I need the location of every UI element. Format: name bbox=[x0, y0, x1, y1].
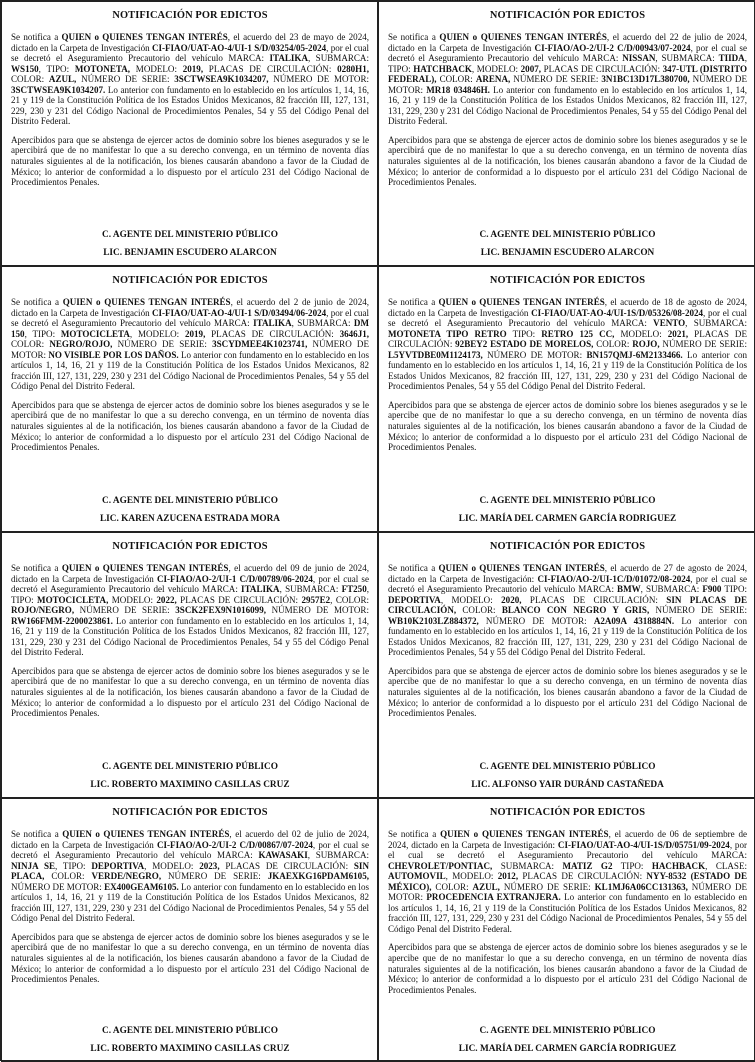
notice-text: Se notifica a bbox=[11, 32, 62, 42]
notice-field-value: CI-FIAO/UAT-AO-4/UI-1S/D/05751/09-2024 bbox=[557, 839, 730, 850]
notice-body bbox=[11, 297, 369, 392]
notice-field-value: 2021, bbox=[667, 328, 689, 339]
notice-field-value: BN157QMJ-6M2133466. bbox=[586, 349, 683, 360]
notice-text: Lo anterior con fundamento en lo establecido en los artículos 1, 14, 16, 21 y 119 de la Constitución Política de los Estados Unidos Mexicanos, 82 fracción III, 127, 131, 229, 230 y 231 del Código Nacional de Procedimientos Penales, 54 y 55 del Código Penal del Distrito Federal. bbox=[11, 615, 369, 658]
notice-text: PLACAS DE CIRCULACIÓN: bbox=[205, 328, 340, 339]
notice-warning: Apercibidos para que se abstenga de ejercer actos de dominio sobre los bienes asegurados y se le apercibirá que de no manifestar lo que a su derecho convenga, en un término de noventa días naturales siguientes al de la notificación, los bienes causarán abandono a favor de la Ciudad de México; lo anterior de conformidad a lo dispuesto por el artículo 231 del Código Nacional de Procedimientos Penales. bbox=[11, 134, 369, 188]
notice-field-value: 2019, bbox=[182, 63, 204, 74]
notice-field-value: F900 bbox=[702, 584, 722, 595]
agent-title: C. AGENTE DEL MINISTERIO PÚBLICO bbox=[102, 496, 278, 506]
agent-name: LIC. KAREN AZUCENA ESTRADA MORA bbox=[99, 514, 281, 524]
notice-field-value: QUIEN o QUIENES TENGAN INTERÉS bbox=[438, 563, 605, 573]
notice-text: Lo anterior con fundamento en lo establecido en los artículos 1, 14, 16, 21 y 119 de la Constitución Política de los Estados Unidos Mexicanos, 82 fracción III, 127, 131, 229, 230 y 231 del Código Nacional de Procedimientos Penales, 54 y 55 del Código Penal del Distrito Federal. bbox=[388, 892, 748, 934]
notice-text: NÚMERO DE MOTOR: bbox=[482, 349, 587, 360]
notice-title: NOTIFICACIÓN POR EDICTOS bbox=[489, 807, 646, 818]
notice-field-value: 347-UTL (DISTRITO FEDERAL), bbox=[388, 63, 747, 85]
notice-text: , MODELO: bbox=[129, 328, 185, 339]
notice-text: COLOR: bbox=[456, 605, 502, 616]
notice-text: NÚMERO DE SERIE: bbox=[659, 339, 747, 350]
notice-text: , TIPO: bbox=[11, 584, 369, 605]
notice-text: Se notifica a bbox=[11, 563, 62, 573]
notice-field-value: QUIEN o QUIENES TENGAN INTERÉS bbox=[62, 829, 230, 839]
notice-field-value: CI-FIAO/AO-2/UI-1C/D/01072/08-2024 bbox=[537, 573, 691, 584]
notice-field-value: TIIDA bbox=[718, 53, 745, 64]
notice-text: COLOR: bbox=[44, 871, 92, 882]
notice-field-value: QUIEN o QUIENES TENGAN INTERÉS bbox=[61, 563, 229, 573]
notice-text: , por el cual se decretó el Aseguramiento Precautorio del vehículo MARCA: bbox=[388, 839, 747, 861]
notice-text: Lo anterior con fundamento en lo establecido en los artículos 1, 14, 16, 21 y 119 de la Constitución Política de los Estados Unidos Mexicanos, 82 fracción III, 127, 131, 229, 230 y 231 del Código Nacional de Procedimientos Penales, 54 y 55 del Código Penal del Distrito Federal. bbox=[11, 881, 369, 924]
notice-field-value: CI-FIAO/AO-2/UI-1 C/D/00789/06-2024 bbox=[156, 573, 313, 584]
notice-warning: Apercibidos para que se abstenga de ejercer actos de dominio sobre los bienes asegurados y se le apercibirá que de no manifestar lo que a su derecho convenga, en un término de noventa días naturales siguientes al de la notificación, los bienes causarán abandono a favor de la Ciudad de México; lo anterior de conformidad a lo dispuesto por el artículo 231 del Código Nacional de Procedimientos Penales. bbox=[11, 931, 369, 985]
notice-field-value: WS150 bbox=[11, 63, 39, 74]
notice-field-value: CI-FIAO/UAT-AO-4/UI-1S/D/05326/08-2024 bbox=[531, 307, 704, 318]
notice-text: , el acuerdo del 23 de mayo de 2024, dictado en la Carpeta de Investigación bbox=[11, 32, 370, 53]
notice-field-value: PROCEDENCIA EXTRANJERA. bbox=[426, 892, 561, 903]
notice-text: NÚMERO DE MOTOR: bbox=[266, 605, 369, 616]
notice-text: COLOR: bbox=[11, 74, 49, 85]
notice-1 bbox=[1, 1, 378, 266]
notice-field-value: 2007, bbox=[520, 63, 541, 74]
notice-field-value: EX400GEAM6105. bbox=[104, 881, 179, 892]
notice-text: , el acuerdo del 22 de julio de 2024, dictado en la Carpeta de Investigación bbox=[388, 32, 748, 53]
notice-text: Se notifica a bbox=[11, 297, 63, 307]
notice-text: Se notifica a bbox=[11, 829, 63, 839]
notice-field-value: VENTO bbox=[653, 318, 686, 329]
notice-field-value: QUIEN o QUIENES TENGAN INTERÉS bbox=[438, 297, 605, 307]
notice-text: , MODELO: bbox=[440, 594, 502, 605]
notice-field-value: CI-FIAO/UAT-AO-4/UI-1 S/D/03254/05-2024 bbox=[151, 42, 327, 53]
notice-warning: Apercibidos para que se abstenga de ejercer actos de dominio sobre los bienes asegurados y se le apercibirá que de no manifestar lo que a su derecho convenga, en un término de noventa días naturales siguientes al de la notificación, los bienes causarán abandono a favor de la Ciudad de México; lo anterior de conformidad a lo dispuesto por el artículo 231 del Código Nacional de Procedimientos Penales. bbox=[11, 665, 369, 719]
notice-title: NOTIFICACIÓN POR EDICTOS bbox=[489, 541, 646, 552]
notice-field-value: ITALIKA bbox=[269, 53, 308, 64]
notice-text: NÚMERO DE MOTOR: bbox=[11, 881, 105, 892]
notice-field-value: 2023, bbox=[199, 860, 220, 871]
notice-field-value: DEPORTIVA bbox=[388, 594, 441, 605]
notice-5 bbox=[1, 532, 378, 798]
notice-field-value: MOTOCICLETA, bbox=[37, 594, 109, 605]
notice-field-value: RW166FMM-2200023861. bbox=[11, 615, 113, 626]
notice-field-value: 2019, bbox=[184, 328, 206, 339]
notice-text: , el acuerdo de 06 de septiembre de 2024, dictado en la Carpeta de Investigación: bbox=[388, 829, 748, 850]
notice-text: NÚMERO DE SERIE: bbox=[76, 74, 175, 85]
notice-text: MODELO: bbox=[108, 594, 157, 605]
notice-field-value: WB10K2103LZ884372, bbox=[388, 615, 479, 626]
agent-title: C. AGENTE DEL MINISTERIO PÚBLICO bbox=[479, 230, 656, 240]
notice-text: Lo anterior con fundamento en lo establecido en los artículos 1, 14, 16, 21 y 119 de la Constitución Política de los Estados Unidos Mexicanos, 82 fracción III, 127, 131, 229, 230 y 231 del Código Nacional de Procedimientos Penales, 54 y 55 del Código Penal del Distrito Federal. bbox=[388, 615, 747, 658]
notice-4 bbox=[378, 266, 755, 532]
notice-field-value: AZUL, bbox=[48, 74, 77, 85]
notice-field-value: CI-FIAO/AO-2/UI-2 C/D/00943/07-2024 bbox=[534, 42, 691, 53]
notice-text: , SUBMARCA: bbox=[291, 318, 354, 329]
notice-text: NÚMERO DE MOTOR: bbox=[268, 74, 369, 85]
notice-text: COLOR: bbox=[431, 881, 473, 892]
notice-7 bbox=[1, 798, 378, 1062]
notice-text: SUBMARCA: bbox=[492, 860, 563, 871]
notice-title: NOTIFICACIÓN POR EDICTOS bbox=[489, 10, 646, 21]
notice-field-value: 2012, bbox=[497, 871, 519, 882]
notice-field-value: MOTONETA TIPO RETRO bbox=[388, 328, 507, 339]
notice-field-value: SIN PLACA, bbox=[11, 860, 369, 882]
notice-warning: Apercibidos para que se abstenga de ejercer actos de dominio sobre los bienes asegurados y se le apercibirá que de no manifestar lo que a su derecho convenga, en un término de noventa días naturales siguientes al de la notificación, los bienes causarán abandono a favor de la Ciudad de México; lo anterior de conformidad a lo dispuesto por el artículo 231 del Código Nacional de Procedimientos Penales. bbox=[388, 134, 747, 188]
notice-body bbox=[388, 32, 747, 127]
notice-text: NÚMERO DE MOTOR: bbox=[11, 339, 369, 360]
notice-field-value: MOTONETA, bbox=[74, 63, 131, 74]
notice-title: NOTIFICACIÓN POR EDICTOS bbox=[112, 807, 268, 818]
notice-text: , por el cual se decretó el Aseguramiento Precautorio del vehículo MARCA: bbox=[388, 573, 747, 595]
agent-title: C. AGENTE DEL MINISTERIO PÚBLICO bbox=[102, 230, 278, 240]
notice-text: MODELO: bbox=[614, 328, 668, 339]
notice-text: NÚMERO DE MOTOR: bbox=[388, 881, 747, 903]
notice-field-value: ITALIKA bbox=[241, 584, 280, 595]
notice-text: MODELO: bbox=[130, 63, 183, 74]
notice-field-value: MR18 034846H. bbox=[426, 84, 490, 95]
agent-title: C. AGENTE DEL MINISTERIO PÚBLICO bbox=[479, 762, 656, 772]
notice-field-value: QUIEN o QUIENES TENGAN INTERÉS bbox=[61, 32, 228, 42]
notice-field-value: CHEVROLET/PONTIAC, bbox=[388, 860, 493, 871]
notice-text: , TIPO: bbox=[24, 328, 61, 339]
notice-body bbox=[388, 829, 747, 934]
notice-text: , el acuerdo de 18 de agosto de 2024, dictado en la Carpeta de Investigación bbox=[388, 297, 748, 318]
notice-field-value: A2A09A 4318884N. bbox=[593, 615, 675, 626]
agent-title: C. AGENTE DEL MINISTERIO PÚBLICO bbox=[479, 1026, 656, 1036]
notice-text: PLACAS DE CIRCULACIÓN: bbox=[518, 871, 647, 882]
notice-warning: Apercibidos para que se abstenga de ejercer actos de dominio sobre los bienes asegurados y se le apercibirá que de no manifestar lo que a su derecho convenga, en un término de noventa días naturales siguientes al de la notificación, los bienes causarán abandono a favor de la Ciudad de México; lo anterior de conformidad a lo dispuesto por el artículo 231 del Código Nacional de Procedimientos Penales. bbox=[11, 399, 369, 453]
notice-field-value: FT250 bbox=[341, 584, 367, 595]
agent-title: C. AGENTE DEL MINISTERIO PÚBLICO bbox=[479, 496, 656, 506]
agent-name: LIC. MARÍA DEL CARMEN GARCÍA RODRIGUEZ bbox=[458, 1044, 677, 1054]
notice-field-value: AUTOMOVIL bbox=[388, 871, 446, 882]
agent-title: C. AGENTE DEL MINISTERIO PÚBLICO bbox=[102, 1026, 278, 1036]
notice-field-value: 3646J1, bbox=[339, 328, 369, 339]
notice-text: , MODELO: bbox=[445, 871, 498, 882]
notice-8 bbox=[378, 798, 755, 1062]
notice-text: NÚMERO DE MOTOR: bbox=[478, 615, 594, 626]
agent-name: LIC. MARÍA DEL CARMEN GARCÍA RODRIGUEZ bbox=[458, 514, 677, 524]
notice-field-value: AZUL, bbox=[472, 881, 500, 892]
notice-text: , TIPO: bbox=[55, 860, 92, 871]
notice-text: COLOR: bbox=[11, 339, 50, 350]
notice-field-value: 2957E2 bbox=[301, 594, 331, 605]
notice-field-value: 92BEY2 ESTADO DE MORELOS, bbox=[455, 339, 594, 350]
notice-field-value: RETRO 125 CC, bbox=[541, 328, 615, 339]
notice-field-value: QUIEN o QUIENES TENGAN INTERÉS bbox=[439, 32, 607, 42]
notice-text: NÚMERO DE SERIE: bbox=[510, 74, 602, 85]
notice-title: NOTIFICACIÓN POR EDICTOS bbox=[112, 275, 268, 286]
notice-text: TIPO: bbox=[612, 860, 652, 871]
notice-text: PLACAS DE CIRCULACIÓN: bbox=[521, 594, 667, 605]
notice-field-value: BLANCO CON NEGRO Y GRIS, bbox=[501, 605, 650, 616]
notice-field-value: ROJO/NEGRO, bbox=[11, 605, 75, 616]
notice-text: NÚMERO DE SERIE: bbox=[112, 339, 213, 350]
notice-field-value: KAWASAKI bbox=[258, 850, 308, 861]
notice-field-value: ROJO, bbox=[632, 339, 660, 350]
notice-text: , CLASE: bbox=[705, 860, 747, 871]
notice-field-value: DM 150 bbox=[11, 318, 369, 339]
notice-field-value: 3SCYDMEE4K1023741, bbox=[212, 339, 308, 350]
notice-text: PLACAS DE CIRCULACIÓN: bbox=[541, 63, 663, 74]
notice-field-value: MATIZ G2 bbox=[562, 860, 613, 871]
notice-text: TIPO: bbox=[506, 328, 542, 339]
notice-field-value: DEPORTIVA bbox=[91, 860, 145, 871]
notice-2 bbox=[378, 1, 755, 266]
notice-warning: Apercibidos para que se abstenga de ejercer actos de dominio sobre los bienes asegurados y se le apercibe que de no manifestar lo que a su derecho convenga, en un término de noventa días naturales siguientes al de la notificación, los bienes causarán abandono a favor de la Ciudad de México; lo anterior de conformidad a lo dispuesto por el artículo 231 del Código Nacional de Procedimientos Penales. bbox=[388, 399, 747, 453]
notice-field-value: 2020, bbox=[501, 594, 522, 605]
notice-text: , TIPO: bbox=[38, 63, 75, 74]
agent-name: LIC. BENJAMIN ESCUDERO ALARCON bbox=[103, 248, 277, 258]
notice-title: NOTIFICACIÓN POR EDICTOS bbox=[489, 275, 646, 286]
notice-field-value: VERDE/NEGRO, bbox=[91, 871, 162, 882]
notice-text: , el acuerdo del 2 de junio de 2024, dictado en la Carpeta de Investigación bbox=[11, 297, 370, 318]
notice-3 bbox=[1, 266, 378, 532]
notice-title: NOTIFICACIÓN POR EDICTOS bbox=[112, 541, 268, 552]
notice-text: Lo anterior con fundamento en lo establecido en los artículos 1, 14, 16, 21 y 119 de la Constitución Política de los Estados Unidos Mexicanos, 82 fracción III, 127, 131, 229, 230 y 231 del Código Nacional de Procedimientos Penales, 54 y 55 del Código Penal del Distrito Federal. bbox=[388, 84, 747, 127]
notice-field-value: BMW bbox=[617, 584, 641, 595]
notice-text: , por el cual se decretó el Aseguramiento Precautorio del vehículo MARCA: bbox=[11, 839, 369, 861]
notice-field-value: SIN PLACAS DE CIRCULACIÓN, bbox=[388, 594, 747, 616]
notice-field-value: CI-FIAO/UAT-AO-4/UI-1 S/D/03494/06-2024 bbox=[151, 307, 327, 318]
notice-text: Se notifica a bbox=[388, 32, 440, 42]
notice-text: COLOR: bbox=[593, 339, 633, 350]
notice-field-value: NYY-8532 (ESTADO DE MÉXICO), bbox=[388, 871, 748, 892]
notice-field-value: QUIEN o QUIENES TENGAN INTERÉS bbox=[440, 829, 609, 839]
notice-text: , el acuerdo del 09 de junio de 2024, dictado en la Carpeta de Investigación bbox=[11, 563, 369, 584]
notice-text: , por el cual se decretó el Aseguramiento Precautorio del vehículo MARCA: bbox=[388, 42, 747, 64]
notice-text: , COLOR: bbox=[330, 594, 369, 605]
notice-text: , SUBMARCA: bbox=[685, 318, 747, 329]
notice-field-value: NINJA SE bbox=[11, 860, 56, 871]
notice-field-value: ITALIKA bbox=[253, 318, 292, 329]
notice-text: Lo anterior con fundamento en lo establecido en los artículos 1, 14, 16, 21 y 119 de la Constitución Política de los Estados Unidos Mexicanos, 82 fracción III, 127, 131, 229, 230 y 231 del Código Nacional de Procedimientos Penales, 54 y 55 del Código Penal del Distrito Federal. bbox=[388, 349, 747, 392]
notice-text: , SUBMARCA: bbox=[308, 53, 369, 64]
notice-text: , MODELO: bbox=[471, 63, 521, 74]
notice-text: Se notifica a bbox=[388, 563, 439, 573]
notice-text: TIPO: bbox=[721, 584, 747, 595]
agent-name: LIC. ALFONSO YAIR DURÁND CASTAÑEDA bbox=[471, 780, 664, 790]
notice-text: , SUBMARCA: bbox=[279, 584, 342, 595]
notice-text: , MODELO: bbox=[144, 860, 200, 871]
notice-body bbox=[388, 563, 747, 658]
notice-text: COLOR: bbox=[436, 74, 476, 85]
notice-field-value: 3SCK2FEX9N1016099, bbox=[175, 605, 266, 616]
notice-body bbox=[11, 32, 369, 127]
notice-title: NOTIFICACIÓN POR EDICTOS bbox=[112, 10, 268, 21]
notice-text: , el acuerdo del 02 de julio de 2024, dictado en la Carpeta de Investigación bbox=[11, 829, 370, 850]
notice-text: Lo anterior con fundamento en lo establecido en los artículos 1, 14, 16, 21 y 119 de la Constitución Política de los Estados Unidos Mexicanos, 82 fracción III, 127, 131, 229, 230 y 231 del Código Nacional de Procedimientos Penales, 54 y 55 del Código Penal del Distrito Federal. bbox=[11, 349, 369, 392]
notice-text: , el acuerdo de 27 de agosto de 2024, dictado en la Carpeta de Investigación: bbox=[388, 563, 748, 584]
notice-text: , SUBMARCA: bbox=[640, 584, 703, 595]
notice-field-value: ARENA, bbox=[475, 74, 511, 85]
notice-text: , por el cual se decretó el Aseguramiento Precautorio del vehículo MARCA: bbox=[11, 307, 369, 329]
notice-field-value: L5YVTDBE0M1124173, bbox=[388, 349, 483, 360]
notice-field-value: MOTOCICLETA bbox=[60, 328, 130, 339]
notice-text: Se notifica a bbox=[388, 297, 439, 307]
notice-text: PLACAS DE CIRCULACIÓN: bbox=[388, 328, 747, 350]
notice-field-value: HATCHBACK bbox=[413, 63, 472, 74]
agent-name: LIC. ROBERTO MAXIMINO CASILLAS CRUZ bbox=[90, 1044, 290, 1054]
notice-field-value: QUIEN o QUIENES TENGAN INTERÉS bbox=[62, 297, 231, 307]
notice-text: NÚMERO DE MOTOR: bbox=[388, 74, 747, 95]
notice-field-value: NO VISIBLE POR LOS DAÑOS. bbox=[48, 349, 179, 360]
notice-field-value: 3N1BC13D17L380700, bbox=[601, 74, 690, 85]
notice-field-value: NISSAN bbox=[622, 53, 656, 64]
notice-body bbox=[11, 829, 369, 924]
notice-text: , por el cual se decretó el Aseguramiento Precautorio del vehículo MARCA: bbox=[11, 42, 369, 64]
notice-body bbox=[388, 297, 747, 392]
notice-text: , SUBMARCA: bbox=[307, 850, 369, 861]
notice-text: , SUBMARCA: bbox=[655, 53, 719, 64]
notice-text: NÚMERO DE SERIE: bbox=[499, 881, 595, 892]
notice-warning: Apercibidos para que se abstenga de ejercer actos de dominio sobre los bienes asegurados y se le apercibe que de no manifestar lo que a su derecho convenga, en un término de noventa días naturales siguientes al de la notificación, los bienes causarán abandono a favor de la Ciudad de México; lo anterior de conformidad a lo dispuesto por el artículo 231 del Código Nacional de Procedimientos Penales. bbox=[388, 942, 747, 995]
notice-text: , TIPO: bbox=[388, 53, 747, 74]
notice-text: Lo anterior con fundamento en lo establecido en los artículos 1, 14, 16, 21 y 119 de la Constitución Política de los Estados Unidos Mexicanos, 82 fracción III, 127, 131, 229, 230 y 231 del Código Nacional de Procedimientos Penales, 54 y 55 del Código Penal del Distrito Federal. bbox=[11, 84, 369, 127]
notice-text: NÚMERO DE SERIE: bbox=[161, 871, 268, 882]
notice-field-value: CI-FIAO/AO-2/UI-2 C/D/00867/07-2024 bbox=[156, 839, 313, 850]
notice-field-value: 0280H1, bbox=[337, 63, 369, 74]
notice-text: , por el cual se decretó el Aseguramiento Precautorio del vehículo MARCA: bbox=[388, 307, 747, 329]
notice-field-value: KL1MJ6A06CC131363, bbox=[594, 881, 688, 892]
notice-text: , por el cual se decretó el Aseguramiento Precautorio del vehículo MARCA: bbox=[11, 573, 369, 595]
notice-text: PLACAS DE CIRCULACIÓN: bbox=[219, 860, 354, 871]
notice-field-value: 3SCTWSEA9K1034207. bbox=[11, 84, 106, 95]
notice-body bbox=[11, 563, 369, 658]
agent-title: C. AGENTE DEL MINISTERIO PÚBLICO bbox=[102, 762, 278, 772]
notice-field-value: 2022, bbox=[156, 594, 177, 605]
notice-warning: Apercibidos para que se abstenga de ejercer actos de dominio sobre los bienes asegurados y se le apercibe que de no manifestar lo que a su derecho convenga, en un término de noventa días naturales siguientes al de la notificación, los bienes causarán abandono a favor de la Ciudad de México; lo anterior de conformidad a lo dispuesto por el artículo 231 del Código Nacional de Procedimientos Penales. bbox=[388, 665, 747, 719]
notice-text: PLACAS DE CIRCULACIÓN: bbox=[176, 594, 302, 605]
notice-text: Se notifica a bbox=[388, 829, 441, 839]
notice-text: NÚMERO DE SERIE: bbox=[74, 605, 176, 616]
notice-field-value: JKAEXKG16PDAM6105, bbox=[267, 871, 369, 882]
notice-field-value: 3SCTWSEA9K1034207, bbox=[174, 74, 269, 85]
agent-name: LIC. ROBERTO MAXIMINO CASILLAS CRUZ bbox=[90, 780, 290, 790]
notice-text: NÚMERO DE SERIE: bbox=[649, 605, 747, 616]
notice-field-value: NEGRO/ROJO, bbox=[49, 339, 113, 350]
notice-text: PLACAS DE CIRCULACIÓN: bbox=[203, 63, 338, 74]
notice-6 bbox=[378, 532, 755, 798]
notice-field-value: HACHBACK bbox=[651, 860, 706, 871]
agent-name: LIC. BENJAMIN ESCUDERO ALARCON bbox=[480, 248, 655, 258]
